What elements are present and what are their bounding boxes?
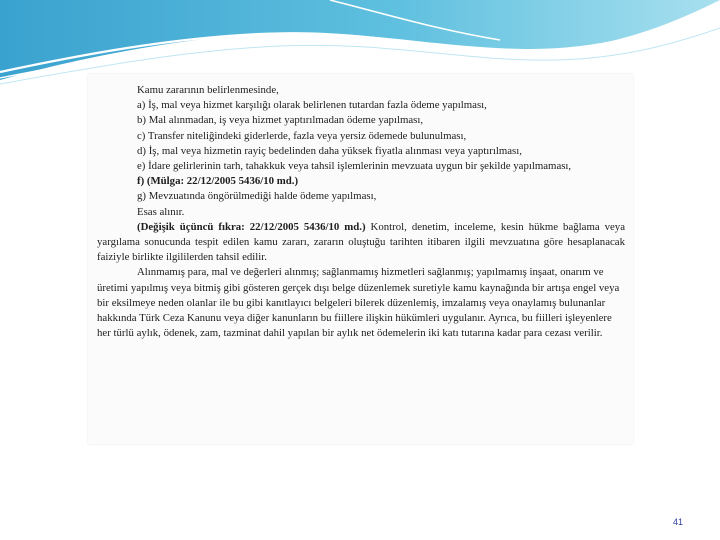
paragraph-penalty-text: Alınmamış para, mal ve değerleri alınmış; sağlanmamış hizmetleri sağlanmış; yapılmamış inşaat, onarım ve üretimi yapılmış veya bitmiş gibi gösteren gerçek dışı belge düzenlemek suretiyle kamu kaynağında bir artışa engel veya bir eksilmeye neden olanlar ile bu gibi kanıtlayıcı belgeleri bilerek düzenlemiş, imzalamış veya onaylamış bulunanlar hakkında Türk Ceza Kanunu veya diğer kanunların bu fiillere ilişkin hükümleri uygulanır. Ayrıca, bu fiilleri işleyenlere her türlü aylık, ödenek, zam, tazminat dahil yapılan bir aylık net ödemelerin iki katı tutarına kadar para cezası verilir. <box>97 266 620 340</box>
paragraph-penalty <box>97 265 625 341</box>
paragraph-amendment-text: Kontrol, denetim, inceleme, kesin hükme bağlama veya yargılama sonucunda tespit edilen kamu zararı, zararın oluştuğu tarihten itibaren ilgili mevzuatına göre hesaplanacak faiziyle birlikte ilgililerden tahsil edilir. <box>97 220 625 264</box>
paragraph-intro-text: Kamu zararının belirlenmesinde, <box>137 84 279 96</box>
paragraph-item-g <box>97 189 625 204</box>
legal-text-document <box>88 74 633 444</box>
paragraph-item-b <box>97 113 625 128</box>
paragraph-esas <box>97 205 625 220</box>
paragraph-item-b-text: b) Mal alınmadan, iş veya hizmet yaptırılmadan ödeme yapılması, <box>137 114 424 127</box>
paragraph-item-a <box>97 98 625 113</box>
paragraph-item-a-text: a) İş, mal veya hizmet karşılığı olarak belirlenen tutardan fazla ödeme yapılması, <box>137 99 487 112</box>
paragraph-item-c-text: c) Transfer niteliğindeki giderlerde, fazla veya yersiz ödemede bulunulması, <box>137 129 467 142</box>
paragraph-item-f-bold: f) (Mülga: 22/12/2005 5436/10 md.) <box>137 175 299 188</box>
paragraph-item-f <box>97 174 625 189</box>
paragraph-item-e <box>97 159 625 174</box>
paragraph-esas-text: Esas alınır. <box>137 205 185 218</box>
paragraph-item-d <box>97 144 625 159</box>
paragraph-item-e-text: e) İdare gelirlerinin tarh, tahakkuk veya tahsil işlemlerinin mevzuata uygun bir şekilde yapılmaması, <box>137 160 572 173</box>
paragraph-item-c <box>97 129 625 144</box>
paragraph-intro <box>97 83 625 98</box>
page-number: 41 <box>673 517 684 527</box>
paragraph-amendment <box>97 220 625 266</box>
paragraph-amendment-bold: (Değişik üçüncü fıkra: 22/12/2005 5436/10 md.) <box>137 220 366 233</box>
paragraph-item-d-text: d) İş, mal veya hizmetin rayiç bedelinden daha yüksek fiyatla alınması veya yaptırılması, <box>137 144 522 157</box>
paragraph-item-g-text: g) Mevzuatında öngörülmediği halde ödeme yapılması, <box>137 190 377 203</box>
